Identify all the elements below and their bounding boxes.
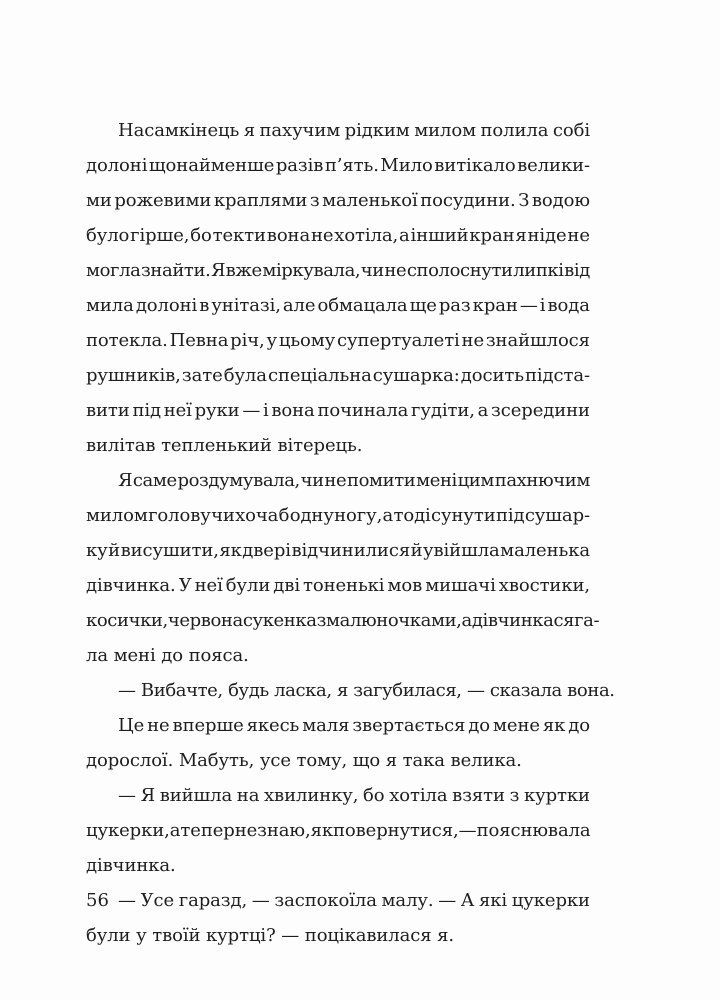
word: хвилинку,	[264, 785, 359, 806]
text-line	[86, 498, 590, 533]
word: вийшла	[159, 785, 233, 806]
text-line	[86, 253, 590, 288]
word: гаразд,	[178, 890, 248, 911]
word: милом	[414, 120, 476, 141]
word: на	[236, 785, 260, 806]
word: ще	[409, 295, 437, 316]
word: зсередини	[491, 400, 590, 421]
word: усе	[259, 750, 297, 771]
word: —	[118, 785, 136, 806]
word: Насамкінець	[118, 120, 240, 141]
word: вперше	[172, 715, 244, 736]
word: якесь	[246, 715, 300, 736]
word: мені	[113, 645, 162, 666]
word: разів	[275, 155, 324, 176]
word: полила	[480, 120, 549, 141]
word: у	[266, 330, 278, 351]
word: витікало	[434, 155, 516, 176]
word: —	[458, 820, 477, 841]
word: підста-	[524, 365, 590, 386]
word: вода	[547, 295, 590, 316]
word: —	[281, 925, 305, 946]
word: —	[242, 400, 261, 421]
word: Це	[118, 715, 145, 736]
word: до	[568, 715, 590, 736]
word: хвостики,	[498, 575, 590, 596]
word: А	[460, 890, 475, 911]
word: ку	[86, 540, 108, 561]
word: ласка,	[274, 680, 337, 701]
word: Усе	[140, 890, 175, 911]
word: чи	[300, 470, 324, 491]
word: саме	[132, 470, 177, 491]
word: й	[108, 540, 121, 561]
word: я	[243, 120, 255, 141]
text-line	[86, 638, 590, 673]
text-line	[86, 218, 590, 253]
text-line	[86, 918, 590, 953]
text-line	[86, 603, 600, 638]
word: бо	[190, 225, 212, 246]
word: текти	[212, 225, 266, 246]
word: липкі	[513, 260, 564, 281]
word: увійшла	[422, 540, 500, 561]
word: до	[161, 645, 189, 666]
word: краплями	[213, 190, 308, 211]
word: пахнючим	[494, 470, 590, 491]
word: цукерки,	[86, 820, 170, 841]
word: дорослої.	[86, 750, 179, 771]
word: руки	[194, 400, 240, 421]
word: поцікавилася	[304, 925, 438, 946]
word: вилітав	[86, 435, 162, 456]
word: кран	[472, 295, 518, 316]
word: зате	[181, 365, 223, 386]
text-line	[86, 428, 590, 463]
word: п’ять.	[324, 155, 379, 176]
word: унітазі,	[211, 295, 281, 316]
word: неї	[163, 400, 192, 421]
word: з	[309, 190, 320, 211]
word: мені	[416, 470, 457, 491]
word: б	[278, 505, 290, 526]
text-line	[86, 288, 590, 323]
word: маленька	[500, 540, 590, 561]
text-line	[86, 323, 590, 358]
word: чи	[211, 505, 235, 526]
word: малу.	[381, 890, 434, 911]
word: цим	[457, 470, 494, 491]
word: раз	[438, 295, 471, 316]
word: —	[251, 890, 270, 911]
word: але	[282, 295, 316, 316]
word: Вибачте,	[140, 680, 229, 701]
text-line	[86, 393, 590, 428]
word: потекла.	[86, 330, 168, 351]
word: тепер	[180, 820, 235, 841]
word: знаю,	[257, 820, 311, 841]
word: могла	[86, 260, 141, 281]
word: одну	[289, 505, 334, 526]
word: цьому	[278, 330, 336, 351]
word: сказала	[489, 680, 568, 701]
text-line	[86, 743, 590, 778]
word: Мило	[380, 155, 433, 176]
word: ніде	[527, 225, 567, 246]
word: пояснювала	[476, 820, 591, 841]
word: твоїй	[152, 925, 207, 946]
word: я.	[437, 925, 454, 946]
word: інший	[410, 225, 469, 246]
word: й	[410, 540, 423, 561]
word: двері	[242, 540, 291, 561]
word: У	[178, 575, 192, 596]
word: були	[225, 575, 271, 596]
text-line	[86, 183, 590, 218]
word: супертуалеті	[336, 330, 460, 351]
word: не	[461, 330, 484, 351]
word: дівчинка.	[86, 855, 176, 876]
word: Мабуть,	[178, 750, 260, 771]
word: —	[466, 680, 490, 701]
word: роздумувала,	[177, 470, 300, 491]
word: вітерець.	[277, 435, 363, 456]
word: починала	[317, 400, 409, 421]
word: а	[477, 400, 489, 421]
word: вона	[266, 225, 311, 246]
word: я	[337, 680, 354, 701]
word: не	[324, 470, 347, 491]
word: я	[515, 225, 527, 246]
word: а	[382, 505, 394, 526]
word: як	[542, 715, 566, 736]
word: сукенка	[242, 610, 317, 631]
word: не	[310, 225, 334, 246]
word: дві	[273, 575, 300, 596]
word: голову	[148, 505, 211, 526]
word: як	[219, 540, 242, 561]
word: ла	[86, 645, 114, 666]
word: Я	[210, 260, 226, 281]
word: велика.	[450, 750, 522, 771]
text-line	[86, 148, 590, 183]
word: вже	[225, 260, 262, 281]
word: цукерки	[511, 890, 590, 911]
word: рушників,	[86, 365, 181, 386]
word: помити	[346, 470, 416, 491]
word: а	[399, 225, 410, 246]
word: рідким	[344, 120, 410, 141]
word: мов	[387, 575, 423, 596]
word: чи	[360, 260, 384, 281]
text-line	[86, 673, 615, 708]
word: повернутися,	[333, 820, 459, 841]
word: неї	[194, 575, 223, 596]
word: обмацала	[317, 295, 408, 316]
body-text	[86, 113, 615, 953]
word: річ,	[230, 330, 265, 351]
word: з	[509, 785, 520, 806]
word: з	[316, 610, 327, 631]
text-line	[86, 463, 590, 498]
word: дівчинка	[471, 610, 554, 631]
word: спеціальна	[267, 365, 372, 386]
word: гудіти,	[411, 400, 475, 421]
word: Я	[140, 785, 156, 806]
word: під	[495, 505, 525, 526]
word: мишачі	[425, 575, 496, 596]
word: сушар-	[524, 505, 590, 526]
word: Я	[118, 470, 133, 491]
word: тому,	[296, 750, 353, 771]
word: було	[86, 225, 130, 246]
text-line	[86, 883, 590, 918]
word: —	[118, 680, 141, 701]
text-line	[86, 113, 590, 148]
word: тепленький	[161, 435, 278, 456]
word: пахучим	[259, 120, 341, 141]
word: під	[132, 400, 161, 421]
word: —	[519, 295, 538, 316]
word: бо	[363, 785, 385, 806]
word: у	[136, 925, 153, 946]
word: ногу,	[334, 505, 383, 526]
word: тоді	[393, 505, 431, 526]
word: долоні	[86, 155, 148, 176]
word: міркувала,	[262, 260, 361, 281]
word: не	[147, 715, 170, 736]
word: як	[310, 820, 334, 841]
word: мила	[86, 295, 134, 316]
word: сушарка:	[372, 365, 460, 386]
word: собі	[552, 120, 590, 141]
word: хотіла	[389, 785, 448, 806]
text-line	[86, 848, 590, 883]
word: маля	[302, 715, 350, 736]
text-line	[86, 778, 590, 813]
word: водою	[531, 190, 590, 211]
word: дівчинка.	[86, 575, 176, 596]
word: звертається	[352, 715, 466, 736]
word: маленької	[322, 190, 418, 211]
word: відчинилися	[291, 540, 411, 561]
word: червона	[167, 610, 243, 631]
word: до	[468, 715, 491, 736]
word: хоча	[235, 505, 279, 526]
word: куртки	[523, 785, 590, 806]
word: —	[118, 890, 136, 911]
word: взяти	[452, 785, 505, 806]
word: була	[223, 365, 267, 386]
word: —	[438, 890, 457, 911]
word: велики-	[517, 155, 590, 176]
word: кран	[469, 225, 515, 246]
word: а	[169, 820, 181, 841]
word: милом	[86, 505, 148, 526]
word: знайшлося	[485, 330, 590, 351]
word: долоні	[135, 295, 198, 316]
word: З	[518, 190, 530, 211]
word: і	[262, 400, 269, 421]
text-line	[86, 708, 590, 743]
word: не	[384, 260, 407, 281]
word: щонайменше	[148, 155, 275, 176]
word: висушити,	[120, 540, 219, 561]
text-line	[86, 358, 590, 393]
word: досить	[460, 365, 524, 386]
word: що	[352, 750, 386, 771]
word: хотіла,	[334, 225, 399, 246]
text-line	[86, 813, 590, 848]
word: заспокоїла	[274, 890, 377, 911]
word: тоненькі	[303, 575, 385, 596]
text-line	[86, 568, 590, 603]
word: будь	[228, 680, 275, 701]
word: гірше,	[130, 225, 190, 246]
word: і	[539, 295, 546, 316]
word: косички,	[86, 610, 168, 631]
word: така	[402, 750, 451, 771]
word: я	[385, 750, 403, 771]
word: вона	[271, 400, 315, 421]
word: не	[234, 820, 258, 841]
word: а	[461, 610, 472, 631]
word: сунути	[431, 505, 496, 526]
word: мене	[492, 715, 540, 736]
word: в	[199, 295, 210, 316]
word: сяга-	[553, 610, 600, 631]
word: які	[479, 890, 508, 911]
word: від	[564, 260, 590, 281]
word: знайти.	[140, 260, 211, 281]
word: не	[567, 225, 590, 246]
word: ми	[86, 190, 112, 211]
word: Певна	[169, 330, 229, 351]
word: посудини.	[420, 190, 516, 211]
word: загубилася,	[353, 680, 467, 701]
word: куртці?	[206, 925, 282, 946]
page-number: 56	[86, 890, 109, 911]
word: малюночками,	[326, 610, 462, 631]
word: були	[86, 925, 137, 946]
text-line	[86, 533, 590, 568]
word: сполоснути	[406, 260, 513, 281]
word: вона.	[567, 680, 615, 701]
word: вити	[86, 400, 130, 421]
word: пояса.	[188, 645, 249, 666]
word: рожевими	[114, 190, 212, 211]
